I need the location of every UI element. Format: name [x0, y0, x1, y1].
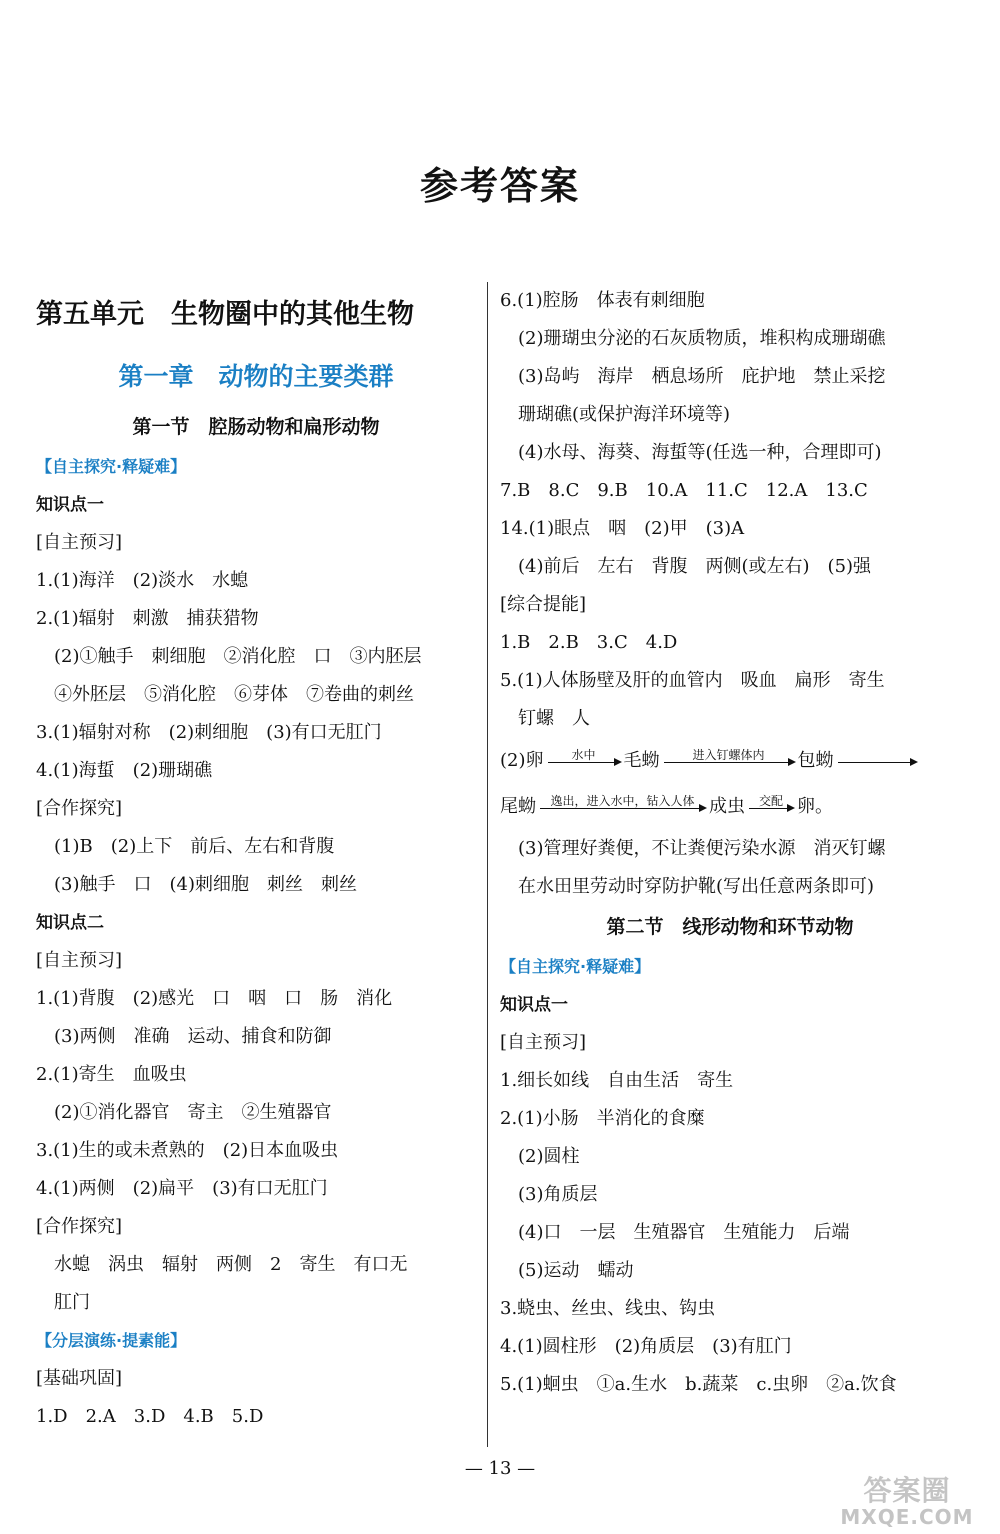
answer-line-indented: (4)口 一层 生殖器官 生殖能力 后端	[518, 1222, 850, 1243]
unit-heading: 第五单元 生物圈中的其他生物	[36, 299, 414, 330]
answer-line: 1.D 2.A 3.D 4.B 5.D	[36, 1406, 264, 1427]
answer-line-indented: ④外胚层 ⑤消化腔 ⑥芽体 ⑦卷曲的刺丝	[54, 684, 414, 705]
subsection-label: [合作探究]	[36, 798, 123, 819]
module-tag: 【分层演练·提素能】	[36, 1331, 187, 1350]
knowledge-point-heading: 知识点一	[36, 495, 104, 515]
flow-node: 尾蚴	[500, 796, 536, 817]
arrow-label: 逸出，进入水中，钻入人体	[550, 793, 695, 808]
flow-arrow	[548, 748, 620, 763]
module-tag: 【自主探究·释疑难】	[500, 957, 651, 976]
column-divider	[487, 282, 488, 1447]
flow-arrow	[664, 748, 794, 763]
page-title: 参考答案	[419, 163, 580, 208]
section-heading: 第二节 线形动物和环节动物	[606, 916, 854, 938]
right-column	[500, 282, 960, 1404]
arrow-label: 交配	[758, 793, 783, 808]
answer-line: 1.(1)背腹 (2)感光 口 咽 口 肠 消化	[36, 988, 393, 1009]
answer-line: 1.细长如线 自由生活 寄生	[500, 1070, 734, 1091]
left-column	[36, 282, 476, 1436]
watermark-bottom: MXQE.COM	[840, 1505, 974, 1528]
answer-line-indented: (2)珊瑚虫分泌的石灰质物质，堆积构成珊瑚礁	[518, 328, 886, 349]
answer-line-indented: 珊瑚礁(或保护海洋环境等)	[518, 404, 731, 425]
life-cycle-flow-2	[500, 784, 960, 830]
chapter-heading: 第一章 动物的主要类群	[118, 362, 394, 391]
section-heading: 第一节 腔肠动物和扁形动物	[132, 416, 380, 438]
answer-line-indented: (4)前后 左右 背腹 两侧(或左右) (5)强	[518, 556, 872, 577]
flow-node: 毛蚴	[623, 750, 660, 771]
page-number: — 13 —	[464, 1458, 536, 1479]
answer-line-indented: 水螅 涡虫 辐射 两侧 2 寄生 有口无	[54, 1254, 408, 1275]
knowledge-point-heading: 知识点一	[500, 995, 568, 1015]
module-tag: 【自主探究·释疑难】	[36, 457, 187, 476]
flow-node: (2)卵	[500, 750, 544, 771]
answer-line-indented: (3)触手 口 (4)刺细胞 刺丝 刺丝	[54, 874, 357, 895]
flow-arrow	[749, 794, 793, 809]
flow-arrow	[838, 748, 916, 763]
answer-line: 4.(1)海蜇 (2)珊瑚礁	[36, 760, 213, 781]
answer-line: 4.(1)圆柱形 (2)角质层 (3)有肛门	[500, 1336, 792, 1357]
arrow-right-icon	[548, 762, 620, 763]
flow-node: 卵。	[797, 796, 833, 817]
answer-line: 1.(1)海洋 (2)淡水 水螅	[36, 570, 249, 591]
answer-line-indented: (3)管理好粪便，不让粪便污染水源 消灭钉螺	[518, 838, 886, 859]
watermark-top: 答案圈	[863, 1474, 951, 1507]
subsection-label: [自主预习]	[36, 950, 123, 971]
answer-line-indented: (3)两侧 准确 运动、捕食和防御	[54, 1026, 332, 1047]
subsection-label: [自主预习]	[36, 532, 123, 553]
watermark-logo	[832, 1470, 982, 1528]
answer-line: 5.(1)蛔虫 ①a.生水 b.蔬菜 c.虫卵 ②a.饮食	[500, 1374, 897, 1395]
answer-line-indented: 钉螺 人	[518, 708, 590, 729]
answer-line-indented: (2)圆柱	[518, 1146, 580, 1167]
subsection-label: [合作探究]	[36, 1216, 123, 1237]
answer-line: 14.(1)眼点 咽 (2)甲 (3)A	[500, 518, 745, 539]
life-cycle-flow-1	[500, 738, 960, 784]
answer-line-indented: (1)B (2)上下 前后、左右和背腹	[54, 836, 335, 857]
subsection-label: [综合提能]	[500, 594, 587, 615]
arrow-right-icon	[749, 808, 793, 809]
answer-line: 5.(1)人体肠壁及肝的血管内 吸血 扁形 寄生	[500, 670, 885, 691]
answer-line: 3.(1)生的或未煮熟的 (2)日本血吸虫	[36, 1140, 339, 1161]
arrow-right-icon	[838, 762, 916, 763]
flow-node: 包蚴	[797, 750, 834, 771]
knowledge-point-heading: 知识点二	[36, 913, 104, 933]
answer-line: 4.(1)两侧 (2)扁平 (3)有口无肛门	[36, 1178, 328, 1199]
answer-line: 3.蛲虫、丝虫、线虫、钩虫	[500, 1298, 716, 1319]
arrow-right-icon	[664, 762, 794, 763]
answer-line-indented: (3)岛屿 海岸 栖息场所 庇护地 禁止采挖	[518, 366, 886, 387]
answer-line-indented: 在水田里劳动时穿防护靴(写出任意两条即可)	[518, 876, 875, 897]
answer-line: 3.(1)辐射对称 (2)刺细胞 (3)有口无肛门	[36, 722, 382, 743]
arrow-label: 进入钉螺体内	[692, 747, 765, 762]
answer-line-indented: (2)①消化器官 寄主 ②生殖器官	[54, 1102, 332, 1123]
answer-line-indented: (4)水母、海葵、海蜇等(任选一种，合理即可)	[518, 442, 882, 463]
answer-line-indented: 肛门	[54, 1292, 90, 1313]
subsection-label: [基础巩固]	[36, 1368, 123, 1389]
answer-line: 2.(1)小肠 半消化的食糜	[500, 1108, 705, 1129]
answer-line: 1.B 2.B 3.C 4.D	[500, 632, 678, 653]
answer-line: 6.(1)腔肠 体表有刺细胞	[500, 290, 705, 311]
arrow-right-icon	[540, 808, 705, 809]
answer-line: 2.(1)辐射 刺激 捕获猎物	[36, 608, 259, 629]
answer-line: 2.(1)寄生 血吸虫	[36, 1064, 187, 1085]
subsection-label: [自主预习]	[500, 1032, 587, 1053]
arrow-label: 水中	[571, 747, 596, 762]
flow-arrow	[540, 794, 705, 809]
answer-line: 7.B 8.C 9.B 10.A 11.C 12.A 13.C	[500, 480, 868, 501]
answer-line-indented: (2)①触手 刺细胞 ②消化腔 口 ③内胚层	[54, 646, 422, 667]
flow-node: 成虫	[709, 796, 745, 817]
answer-line-indented: (5)运动 蠕动	[518, 1260, 634, 1281]
answer-line-indented: (3)角质层	[518, 1184, 598, 1205]
